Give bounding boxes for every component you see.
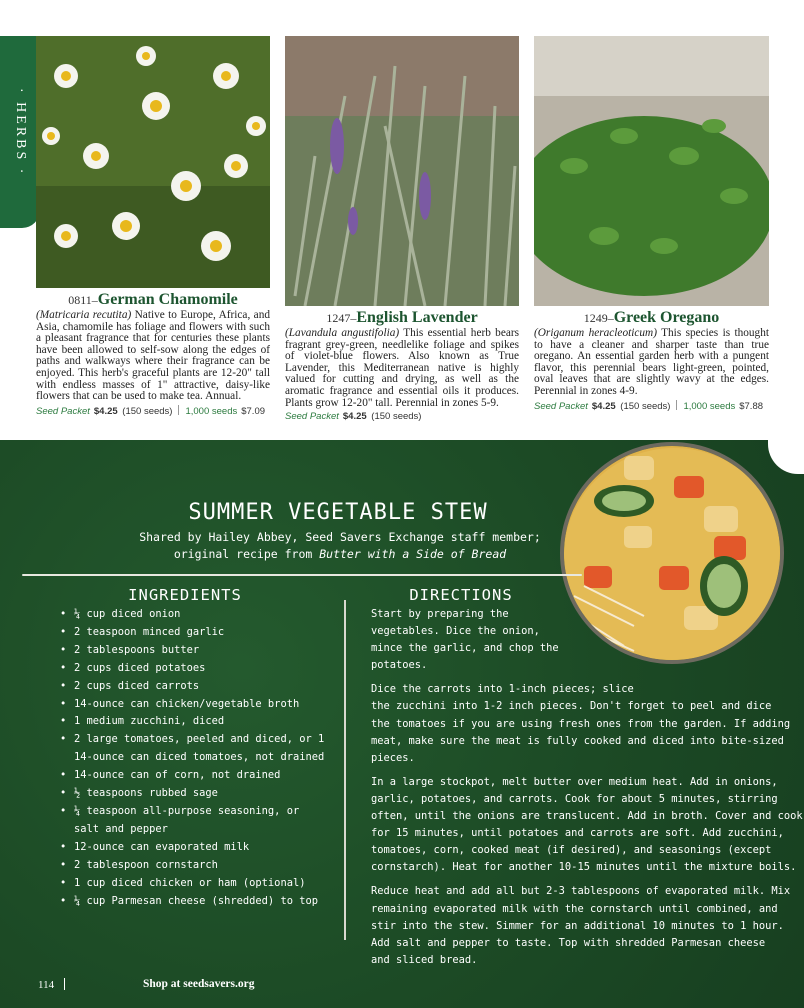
list-item: • 2 large tomatoes, peeled and diced, or 1 14-ounce can diced tomatoes, not drained xyxy=(60,731,328,767)
recipe-divider xyxy=(22,574,582,576)
product-card-oregano xyxy=(534,36,769,412)
product-sku: 1249– xyxy=(583,311,614,325)
direction-step-4: Reduce heat and add all but 2-3 tablespoons of evaporated milk. Mix remaining evaporated milk with the cornstarch until combined, and stir into the stew. Simmer for an additional 10 minutes to 1 hour. Add salt and pepper to taste. Top with shredded Parmesan cheese and sliced bread. xyxy=(371,885,791,966)
latin-name: (Lavandula angustifolia) xyxy=(285,327,400,339)
oregano-photo xyxy=(534,36,769,306)
ingredients-list xyxy=(60,606,328,910)
list-item: • 1 medium zucchini, diced xyxy=(60,713,328,731)
bulk-price: $7.09 xyxy=(241,405,266,417)
price-divider xyxy=(676,400,677,410)
price-divider xyxy=(178,405,179,415)
direction-step-3: In a large stockpot, melt butter over medium heat. Add in onions, garlic, potatoes, and carrots. Cook for about 5 minutes, stirring often, until the onions are translucent. Add in broth. Cover and cook for 15 minutes, until potatoes and carrots are soft. Add zucchini, tomatoes, corn, cooked meat (if desired), and seasonings (except cornstarch). Heat for another 10-15 minutes until the mixture boils. xyxy=(371,775,803,874)
product-description: (Origanum heracleoticum) This species is thought to have a cleaner and sharper taste than true oregano. An essential garden herb with a pungent flavor, this perennial bears light-green, pointed, oval leaves that are slightly wavy at the edges. Perennial in zones 4-9. xyxy=(534,327,769,397)
list-item: • 2 tablespoons butter xyxy=(60,642,328,660)
section-tab-label: · HERBS · xyxy=(13,88,28,177)
ingredients-heading: INGREDIENTS xyxy=(128,586,242,604)
product-title xyxy=(534,309,769,327)
product-sku: 1247– xyxy=(326,311,357,325)
list-item: • ¼ cup diced onion xyxy=(60,606,328,624)
price-line: Seed Packet $4.25 (150 seeds) 1,000 seeds $7.88 xyxy=(534,400,764,412)
directions-heading: DIRECTIONS xyxy=(409,586,513,604)
packet-price: $4.25 xyxy=(591,400,616,412)
list-item: • 2 teaspoon minced garlic xyxy=(60,624,328,642)
list-item: • 2 tablespoon cornstarch xyxy=(60,857,328,875)
packet-price: $4.25 xyxy=(342,411,367,423)
list-item: • 12-ounce can evaporated milk xyxy=(60,839,328,857)
product-description: (Matricaria recutita) Native to Europe, Africa, and Asia, chamomile has foliage and flowers with such a pleasant fragrance that for centuries these plants have been allowed to self-sow along the edges of paths and walkways where their fragrance can be enjoyed. This herb's graceful plants are 12-20" tall with endless masses of 1" attractive, daisy-like flowers that can be used to make tea. Annual. xyxy=(36,309,270,403)
list-item: • ¼ cup Parmesan cheese (shredded) to top xyxy=(60,893,328,911)
price-line: Seed Packet $4.25 (150 seeds) xyxy=(285,411,422,423)
shop-link[interactable]: Shop at seedsavers.org xyxy=(143,978,255,990)
list-item: • 2 cups diced potatoes xyxy=(60,660,328,678)
list-item: • ½ teaspoons rubbed sage xyxy=(60,785,328,803)
product-title xyxy=(285,309,519,327)
recipe-subtitle: Shared by Hailey Abbey, Seed Savers Exchange staff member; original recipe from Butter with a Side of Bread xyxy=(139,530,541,561)
price-line: Seed Packet $4.25 (150 seeds) 1,000 seeds $7.09 xyxy=(36,405,266,417)
product-card-lavender xyxy=(285,36,519,422)
packet-price: $4.25 xyxy=(93,405,118,417)
latin-name: (Origanum heracleoticum) xyxy=(534,327,657,339)
product-name: English Lavender xyxy=(356,309,478,326)
list-item: • 1 cup diced chicken or ham (optional) xyxy=(60,875,328,893)
latin-name: (Matricaria recutita) xyxy=(36,309,132,321)
product-title xyxy=(36,291,270,309)
footer-divider xyxy=(64,978,65,990)
section-tab-herbs xyxy=(0,36,40,228)
direction-step-2: Dice the carrots into 1-inch pieces; slice the zucchini into 1-2 inch pieces. Don't forget to peel and dice the tomatoes if you are using fresh ones from the garden. If adding meat, make sure the meat is fully cooked and diced into bite-sized pieces. xyxy=(371,683,791,764)
chamomile-photo xyxy=(36,36,270,288)
column-divider xyxy=(344,600,346,940)
page-number: 114 xyxy=(38,978,73,991)
recipe-title: SUMMER VEGETABLE STEW xyxy=(188,500,488,525)
product-name: German Chamomile xyxy=(97,291,238,308)
direction-step-1: Start by preparing the vegetables. Dice the onion, mince the garlic, and chop the potatoes. xyxy=(371,608,559,672)
directions-text xyxy=(371,606,803,976)
book-title: Butter with a Side of Bread xyxy=(319,547,507,561)
list-item: • ¼ teaspoon all-purpose seasoning, or salt and pepper xyxy=(60,803,328,839)
bulk-price: $7.88 xyxy=(739,400,764,412)
list-item: • 14-ounce can chicken/vegetable broth xyxy=(60,696,328,714)
product-name: Greek Oregano xyxy=(613,309,720,326)
product-description: (Lavandula angustifolia) This essential herb bears fragrant grey-green, needlelike foliage and spikes of violet-blue flowers. Also known as True Lavender, this Mediterranean native is highly valued for cutting and drying, as well as the aromatic fragrance and essential oils it produces. Plants grow 12-20" tall. Perennial in zones 5-9. xyxy=(285,327,520,409)
product-sku: 0811– xyxy=(68,293,98,307)
list-item: • 2 cups diced carrots xyxy=(60,678,328,696)
list-item: • 14-ounce can of corn, not drained xyxy=(60,767,328,785)
product-card-chamomile xyxy=(36,36,270,417)
lavender-photo xyxy=(285,36,519,306)
